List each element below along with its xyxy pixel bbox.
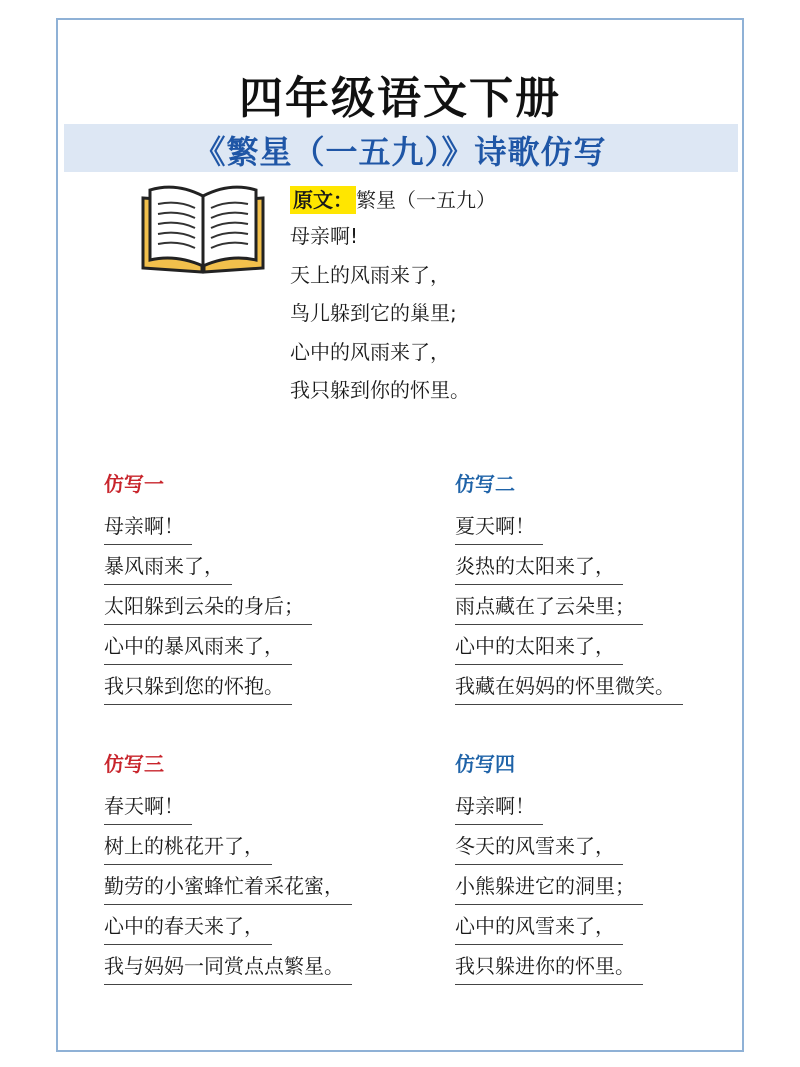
poem-line-text: 冬天的风雪来了，: [455, 828, 623, 865]
poem-line: [455, 548, 795, 588]
original-line: 天上的风雨来了，: [290, 262, 450, 287]
poem-line: [455, 788, 795, 828]
imitation-title: 仿写二: [455, 472, 515, 496]
poem-line: [455, 868, 795, 908]
imitation-1: [104, 468, 444, 708]
poem-line-text: 夏天啊！: [455, 508, 543, 545]
poem-line-text: 心中的暴风雨来了，: [104, 628, 292, 665]
poem-line-text: 我藏在妈妈的怀里微笑。: [455, 668, 683, 705]
poem-line-text: 树上的桃花开了，: [104, 828, 272, 865]
original-line: 心中的风雨来了，: [290, 339, 450, 364]
poem-line: [455, 668, 795, 708]
poem-line: [104, 948, 444, 988]
poem-line-text: 我与妈妈一同赏点点繁星。: [104, 948, 352, 985]
poem-line: [104, 588, 444, 628]
page-subtitle: 《繁星（一五九）》诗歌仿写: [193, 133, 607, 171]
poem-line-text: 心中的太阳来了，: [455, 628, 623, 665]
poem-line-text: 母亲啊！: [455, 788, 543, 825]
poem-line: [104, 668, 444, 708]
poem-line-text: 雨点藏在了云朵里；: [455, 588, 643, 625]
poem-line: [104, 868, 444, 908]
imitation-4: [455, 748, 795, 988]
poem-line-text: 母亲啊！: [104, 508, 192, 545]
poem-line-text: 太阳躲到云朵的身后；: [104, 588, 312, 625]
poem-line-text: 我只躲进你的怀里。: [455, 948, 643, 985]
original-line: 鸟儿躲到它的巢里;: [290, 301, 457, 325]
original-heading: [290, 183, 496, 217]
poem-line-text: 春天啊！: [104, 788, 192, 825]
poem-line-text: 心中的风雪来了，: [455, 908, 623, 945]
imitation-title: 仿写三: [104, 752, 164, 776]
poem-line: [104, 628, 444, 668]
poem-line-text: 心中的春天来了，: [104, 908, 272, 945]
open-book-icon: [140, 180, 266, 276]
poem-line: [104, 508, 444, 548]
poem-line-text: 勤劳的小蜜蜂忙着采花蜜，: [104, 868, 352, 905]
original-line: 我只躲到你的怀里。: [290, 378, 470, 402]
imitation-title: 仿写一: [104, 472, 164, 496]
original-title: 繁星（一五九）: [356, 188, 496, 212]
original-label: 原文：: [290, 186, 356, 214]
poem-line: [104, 908, 444, 948]
poem-line-text: 小熊躲进它的洞里；: [455, 868, 643, 905]
poem-line: [455, 948, 795, 988]
poem-line: [455, 828, 795, 868]
original-poem: [290, 183, 496, 410]
poem-line: [104, 828, 444, 868]
original-line: 母亲啊!: [290, 224, 359, 248]
imitation-3: [104, 748, 444, 988]
poem-line-text: 炎热的太阳来了，: [455, 548, 623, 585]
imitation-title: 仿写四: [455, 752, 515, 776]
poem-line: [455, 908, 795, 948]
page-title: 四年级语文下册: [239, 73, 561, 124]
imitation-2: [455, 468, 795, 708]
poem-line: [104, 548, 444, 588]
poem-line-text: 我只躲到您的怀抱。: [104, 668, 292, 705]
poem-line-text: 暴风雨来了，: [104, 548, 232, 585]
poem-line: [455, 508, 795, 548]
poem-line: [455, 588, 795, 628]
poem-line: [104, 788, 444, 828]
poem-line: [455, 628, 795, 668]
